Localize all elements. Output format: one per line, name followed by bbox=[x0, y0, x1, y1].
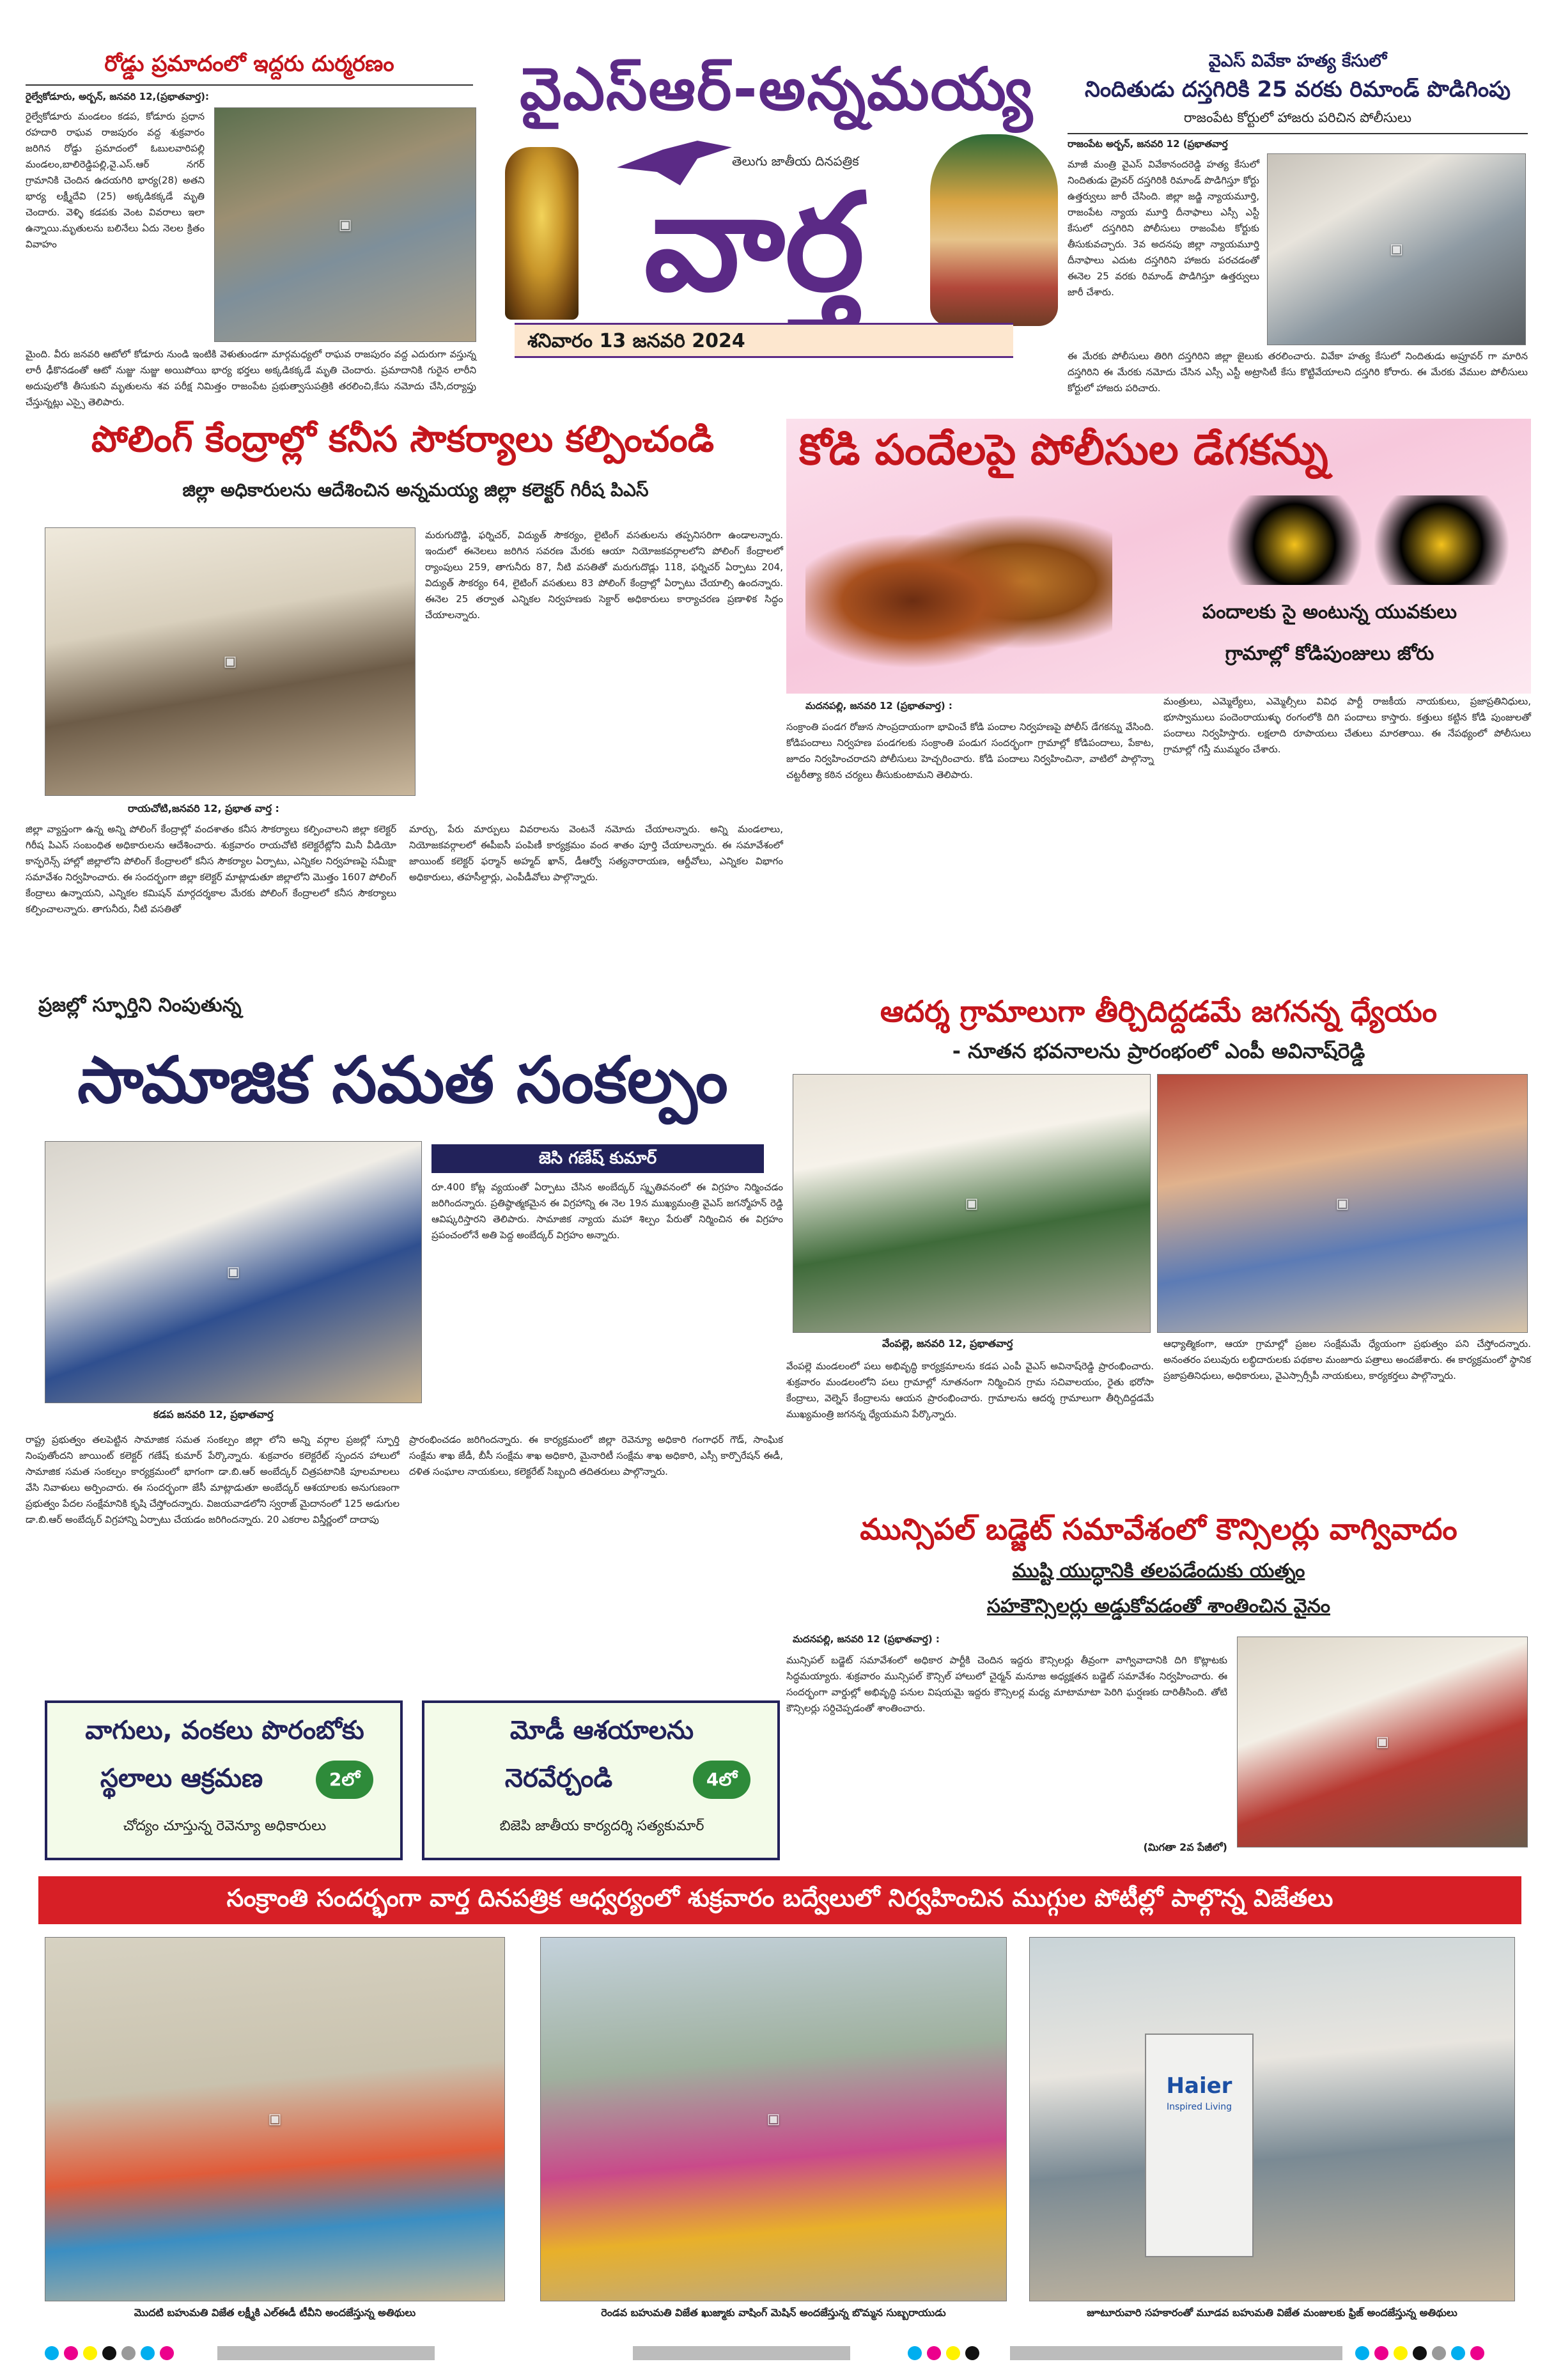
reg-dot-magenta bbox=[927, 2346, 941, 2360]
reg-dot-magenta bbox=[160, 2346, 174, 2360]
council-subhead-2: సహకౌన్సిలర్లు అడ్డుకోవడంతో శాంతించిన వైనం bbox=[986, 1595, 1331, 1617]
reg-dot-magenta bbox=[64, 2346, 78, 2360]
viveka-photo bbox=[1267, 153, 1526, 345]
viveka-dateline: రాజంపేట అర్బన్, జనవరి 12 (ప్రభాతవార్త bbox=[1068, 138, 1228, 150]
polling-subhead: జిల్లా అధికారులను ఆదేశించిన అన్నమయ్య జిల్లా కలెక్టర్ గిరీష పిఎస్ bbox=[182, 479, 649, 501]
cockfight-banner bbox=[786, 419, 1531, 694]
reg-dot-cyan bbox=[45, 2346, 59, 2360]
council-subhead-1: ముష్టి యుద్ధానికి తలపడేందుకు యత్నం bbox=[1012, 1560, 1305, 1582]
polling-caption: రాయచోటి,జనవరి 12, ప్రభాత వార్త : bbox=[128, 802, 279, 814]
muggulu-caption-3: జూటూరువారి సహకారంతో మూడవ బహుమతి విజేత మంజులకు ఫ్రిజ్ అందజేస్తున్న అతిథులు bbox=[1087, 2306, 1457, 2319]
reg-bar bbox=[633, 2346, 850, 2360]
masthead-title-big: వార్త bbox=[644, 164, 865, 321]
viveka-kicker: వైఎస్ వివేకా హత్య కేసులో bbox=[1208, 51, 1387, 71]
muggulu-banner-text: సంక్రాంతి సందర్భంగా వార్త దినపత్రిక ఆధ్వర్యంలో శుక్రవారం బద్వేలులో నిర్వహించిన ముగ్గుల పోటీల్లో పాల్గొన్న విజేతలు bbox=[226, 1884, 1333, 1912]
council-dateline: మదనపల్లి, జనవరి 12 (ప్రభాతవార్త) : bbox=[793, 1633, 940, 1645]
masthead-tagline: తెలుగు జాతీయ దినపత్రిక bbox=[732, 153, 859, 169]
story-samatha bbox=[26, 994, 786, 1678]
reg-dot-grey bbox=[121, 2346, 136, 2360]
reg-dot-grey bbox=[1432, 2346, 1446, 2360]
samatha-kicker: ప్రజల్లో స్ఫూర్తిని నింపుతున్న bbox=[38, 994, 242, 1016]
masthead-temple-icon bbox=[505, 147, 579, 320]
story-cockfight bbox=[786, 419, 1534, 981]
muggulu-photo-3 bbox=[1029, 1937, 1515, 2301]
jagan-col-left: వేంపల్లె మండలంలో పలు అభివృద్ధి కార్యక్రమాలను కడప ఎంపీ వైఎస్ అవినాష్‌రెడ్డి ప్రారంభించారు. శుక్రవారం మండలంలోని పలు గ్రామాల్లో నూతనంగా నిర్మించిన గ్రామ సచివాలయం, రైతు భరోసా కేంద్రాలు, వెల్నెస్ కేంద్రాలను ఆయన ప్రారంభించారు. గ్రామాలను ఆదర్శ గ్రామాలుగా తీర్చిదిద్దడమే ముఖ్యమంత్రి జగనన్న ధ్యేయమని పేర్కొన్నారు. bbox=[786, 1360, 1157, 1420]
masthead-date: శనివారం 13 జనవరి 2024 bbox=[527, 330, 745, 352]
muggulu-caption-1: మొదటి బహుమతి విజేత లక్ష్మీకి ఎల్‌ఈడీ టీవీని అందజేస్తున్న అతిథులు bbox=[134, 2306, 416, 2319]
fridge-tagline: Inspired Living bbox=[1166, 2102, 1232, 2112]
story-council bbox=[786, 1512, 1534, 1863]
masthead-date-bar bbox=[515, 323, 1013, 358]
cockfight-col-left: సంక్రాంతి పండగ రోజున సాంప్రదాయంగా భావించే కోడి పందాల నిర్వహణపై పోలీస్ డేగకన్ను వేసింది. కోడిపందాలు నిర్వహణ పండగలకు సంక్రాంతి పండుగ సందర్భంగా గ్రామాల్లో కోడిపందాలు, పేకాట, జూదం నిర్వహించరాదని పోలీసులు హెచ్చరించారు. కోడి పందాలు నిర్వహించినా, వాటిలో పాల్గొన్నా చట్టరీత్యా కఠిన చర్యలు తీసుకుంటామని తెలిపారు. bbox=[786, 721, 1157, 781]
reg-dot-yellow bbox=[1394, 2346, 1408, 2360]
masthead bbox=[489, 51, 1064, 358]
photo-icon: ▣ bbox=[268, 2111, 282, 2127]
reg-dot-magenta bbox=[1470, 2346, 1484, 2360]
rooster-fight-icon bbox=[805, 495, 1112, 687]
photo-icon: ▣ bbox=[1335, 1195, 1349, 1211]
promo-box-1-line2: స్థలాలు ఆక్రమణ bbox=[100, 1764, 263, 1793]
samatha-byline: జెసి గణేష్ కుమార్ bbox=[431, 1144, 764, 1173]
promo-box-2-sub: బిజెపి జాతీయ కార్యదర్శి సత్యకుమార్ bbox=[499, 1818, 704, 1834]
jagan-caption: వేంపల్లె, జనవరి 12, ప్రభాతవార్త bbox=[882, 1337, 1013, 1349]
reg-bar bbox=[1010, 2346, 1342, 2360]
promo-box-1[interactable] bbox=[45, 1700, 403, 1860]
eagle-eyes-icon bbox=[1221, 495, 1515, 585]
polling-headline: పోలింగ్ కేంద్రాల్లో కనీస సౌకర్యాలు కల్పించండి bbox=[91, 419, 715, 460]
jagan-col-right: ఆధ్యాత్మికంగా, ఆయా గ్రామాల్లో ప్రజల సంక్షేమమే ధ్యేయంగా ప్రభుత్వం పని చేస్తోందన్నారు. అనంతరం పలువురు లబ్ధిదారులకు పథకాల మంజూరు పత్రాలు అందజేశారు. ఈ కార్యక్రమంలో స్థానిక ప్రజాప్రతినిధులు, అధికారులు, వైఎస్సార్సీపీ నాయకులు, కార్యకర్తలు పాల్గొన్నారు. bbox=[1163, 1338, 1534, 1381]
fridge-brand: Haier bbox=[1166, 2073, 1232, 2099]
cockfight-col-right: మంత్రులు, ఎమ్మెల్యేలు, ఎమ్మెల్సీలు వివిధ పార్టీ రాజకీయ నాయకులు, ప్రజాప్రతినిధులు, భూస్వాములు పందెంరాయుళ్ళు రంగంలోకి దిగి పందాలు కాస్తారు. కత్తులు కట్టిన కోడి పుంజులతో పందాలు నిర్వహిస్తారు. లక్షలాది రూపాయలు చేతులు మారతాయి. ఈ నేపథ్యంలో పోలీసులు గ్రామాల్లో గస్తీ ముమ్మరం చేశారు. bbox=[1163, 696, 1534, 755]
viveka-headline: నిందితుడు దస్తగిరికి 25 వరకు రిమాండ్ పొడిగింపు bbox=[1084, 77, 1511, 102]
reg-dot-black bbox=[102, 2346, 116, 2360]
jagan-photo-1 bbox=[793, 1074, 1151, 1333]
cockfight-headline: కోడి పందేలపై పోలీసుల డేగకన్ను bbox=[799, 425, 1328, 474]
story-accident bbox=[26, 51, 479, 409]
photo-icon: ▣ bbox=[1376, 1734, 1389, 1750]
photo-icon: ▣ bbox=[226, 1264, 240, 1280]
cockfight-subhead-1: పందాలకు సై అంటున్న యువకులు bbox=[1202, 601, 1457, 623]
accident-headline: రోడ్డు ప్రమాదంలో ఇద్దరు దుర్మరణం bbox=[104, 51, 394, 77]
polling-col-right: మరుగుదొడ్డి, ఫర్నిచర్, విద్యుత్ సౌకర్యం, లైటింగ్ వసతులను తప్పనిసరిగా ఉండాలన్నారు. ఇందులో ఈనెలలు జరిగిన సవరణ మేరకు ఆయా నియోజకవర్గాలలోని పోలింగ్ కేంద్రాలలో ర్యాంపులు 259, తాగునీరు 87, నీటి వసతితో మరుగుదొడ్లు 118, ఫర్నిచర్ ఏర్పాటు 204, విద్యుత్ సౌకర్యం 64, లైటింగ్ వసతులు 83 పోలింగ్ కేంద్రాల్లో ఏర్పాటు చేయాల్సి ఉందన్నారు. ఈనెల 25 తర్వాత ఎన్నికల నిర్వహణకు సెక్టార్ అధికారులు కార్యాచరణ ప్రణాళిక సిద్ధం చేయాలన్నారు. bbox=[425, 529, 786, 621]
reg-dot-yellow bbox=[83, 2346, 97, 2360]
promo-box-2-line2: నెరవేర్చండి bbox=[504, 1764, 613, 1793]
reg-dot-magenta bbox=[1374, 2346, 1388, 2360]
polling-photo bbox=[45, 527, 416, 796]
reg-dot-yellow bbox=[946, 2346, 960, 2360]
accident-body: రైల్వేకోడూరు మండలం కడప, కోడూరు ప్రధాన రహదారి రాఘవ రాజపురం వద్ద శుక్రవారం జరిగిన రోడ్డు ప్రమాదంలో ఓబులవారిపల్లి మండలం,బాలిరెడ్డిపల్లి,వై.ఎస్.ఆర్ నగర్ గ్రామానికి చెందిన ఉదయగిరి భార్య(28) అతని భార్య లక్ష్మీదేవి (25) అక్కడికక్కడే మృతి చెందారు. వెళ్ళి కడపకు వెంట వివరాలు ఇలా ఉన్నాయి.మృతులను బలినేలు ఏదు నెలల క్రితం వివాహం bbox=[26, 111, 208, 250]
council-body: మున్సిపల్ బడ్జెట్ సమావేశంలో అధికార పార్టీకి చెందిన ఇద్దరు కౌన్సిలర్లు తీవ్రంగా వాగ్వివాదానికి దిగి కొట్లాటకు సిద్ధమయ్యారు. శుక్రవారం మున్సిపల్ కౌన్సిల్ హాలులో చైర్మన్ మనూజ అధ్యక్షతన బడ్జెట్ సమావేశం నిర్వహించారు. ఈ సందర్భంగా వార్డుల్లో అభివృద్ధి పనుల విషయమై ఇద్దరు కౌన్సిలర్ల మధ్య మాటామాటా పెరిగి ఘర్షణకు దారితీసింది. తోటి కౌన్సిలర్లు సర్దిచెప్పడంతో శాంతించారు. bbox=[786, 1654, 1231, 1714]
story-viveka bbox=[1068, 51, 1534, 409]
cockfight-dateline: మదనపల్లి, జనవరి 12 (ప్రభాతవార్త) : bbox=[805, 700, 952, 712]
reg-dot-cyan bbox=[908, 2346, 922, 2360]
muggulu-banner bbox=[38, 1876, 1521, 1924]
masthead-title-top: వైఎస్ఆర్-అన్నమయ్య bbox=[520, 55, 1034, 123]
accident-dateline: రైల్వేకోడూరు, అర్బన్, జనవరి 12,(ప్రభాతవార్త): bbox=[26, 91, 209, 102]
accident-photo bbox=[214, 107, 476, 342]
promo-box-1-line1: వాగులు, వంకలు పొరంబోకు bbox=[85, 1716, 364, 1745]
promo-box-2-page[interactable]: 4లో bbox=[693, 1761, 750, 1799]
story-polling bbox=[26, 419, 786, 988]
polling-col-mid: మార్చు, పేరు మార్పులు వివరాలను వెంటనే నమోదు చేయాలన్నారు. అన్ని మండలాలు, నియోజకవర్గాలలో ఈపీఐసీ పంపిణీ కార్యక్రమం వంద శాతం పూర్తి చేయాలన్నారు. ఈ సమావేశంలో జాయింట్ కలెక్టర్ ఫర్మాన్ అహ్మద్ ఖాన్, డీఆర్వో సత్యనారాయణ, ఆర్డీవోలు, ఎన్నికల విభాగం అధికారులు, తహసీల్దార్లు, ఎంపీడీవోలు పాల్గొన్నారు. bbox=[409, 823, 786, 883]
photo-icon: ▣ bbox=[766, 2111, 781, 2127]
promo-box-1-sub: చోద్యం చూస్తున్న రెవెన్యూ అధికారులు bbox=[123, 1818, 327, 1834]
muggulu-photo-1 bbox=[45, 1937, 505, 2301]
accident-body-wide: మైంది. వీరు జనవరి ఆటోలో కోడూరు నుండి ఇంటికి వెళుతుండగా మార్గమధ్యలో రాఘవ రాజపురం వద్ద ఎదురుగా వస్తున్న లారీ ఢీకొనడంతో ఆటో నుజ్జు నుజ్జు అయిపోయి భార్య భర్తలు అక్కడికక్కడే మృతి చెందారు. ప్రమాదానికి గురైన లారీని అదుపులోకి తీసుకుని మృతులను శవ పరీక్ష నిమిత్తం రాజంపేట ప్రభుత్వాసుపత్రికి తరలించి,కేసు నమోదు చేసి,దర్యాప్తు చేస్తున్నట్లు ఎస్సై తెలిపారు. bbox=[26, 348, 479, 408]
accident-headline-rule bbox=[26, 84, 473, 86]
promo-box-1-page[interactable]: 2లో bbox=[316, 1761, 373, 1799]
photo-icon: ▣ bbox=[965, 1195, 979, 1211]
viveka-rule bbox=[1068, 133, 1528, 134]
samatha-photo bbox=[45, 1141, 422, 1403]
jagan-subhead: - నూతన భవనాలను ప్రారంభంలో ఎంపీ అవినాష్‌రెడ్డి bbox=[952, 1039, 1365, 1063]
reg-dot-black bbox=[1413, 2346, 1427, 2360]
registration-strip bbox=[0, 2346, 1554, 2365]
promo-box-2-line1: మోడీ ఆశయాలను bbox=[509, 1716, 694, 1745]
muggulu-photo-2 bbox=[540, 1937, 1007, 2301]
samatha-caption: కడప జనవరి 12, ప్రభాతవార్త bbox=[153, 1408, 274, 1420]
viveka-body: మాజీ మంత్రి వైఎస్ వివేకానందరెడ్డి హత్య కేసులో నిందితుడు డ్రైవర్ దస్తగిరికి రిమాండ్ పొడిగిస్తూ కోర్టు ఉత్తర్వులు జారీ చేసింది. జిల్లా జడ్జి న్యాయమూర్తి, రాజంపేట న్యాయ మూర్తి దీనాఫాలు ఎస్సీ ఎస్టీ కేసులో దస్తగిరిని పోలీసులు రాజంపేట కోర్టుకు తీసుకువచ్చారు. 3వ అదనపు జిల్లా న్యాయమూర్తి దీనాఫాలు ఎదుట దస్తగిరిని హాజరు పరచడంతో ఈనెల 25 వరకు రిమాండ్ పొడిగిస్తూ ఉత్తర్వులు జారీ చేశారు. bbox=[1068, 159, 1263, 298]
muggulu-caption-2: రెండవ బహుమతి విజేత ఖుజ్మాకు వాషింగ్ మెషిన్ అందజేస్తున్న బొమ్మన సుబ్బరాయుడు bbox=[601, 2306, 946, 2319]
reg-dot-cyan bbox=[1355, 2346, 1369, 2360]
samatha-headline: సామాజిక సమత సంకల్పం bbox=[77, 1043, 728, 1117]
viveka-subhead: రాజంపేట కోర్టులో హాజరు పరిచిన పోలీసులు bbox=[1183, 110, 1412, 125]
reg-dot-black bbox=[965, 2346, 979, 2360]
masthead-annamayya-figure-icon bbox=[930, 134, 1058, 326]
reg-bar bbox=[217, 2346, 435, 2360]
council-headline: మున్సిపల్ బడ్జెట్ సమావేశంలో కౌన్సిలర్లు వాగ్వివాదం bbox=[860, 1512, 1457, 1546]
council-photo bbox=[1237, 1637, 1528, 1847]
cockfight-subhead-2: గ్రామాల్లో కోడిపుంజులు జోరు bbox=[1225, 642, 1434, 665]
photo-icon: ▣ bbox=[223, 653, 237, 670]
viveka-body-wide: ఈ మేరకు పోలీసులు తిరిగి దస్తగిరిని జిల్లా జైలుకు తరలించారు. వివేకా హత్య కేసులో నిందితుడు అప్రూవర్ గా మారిన దస్తగిరిని ఈ మేరకు నమోదు చేసిన ఎస్సీ ఎస్టీ అట్రాసిటీ కేసు కొట్టివేయాలని దస్తగిరి కోరారు. ఈ మేరకు వేముల పోలీసులు కోర్టులో హాజరు పరిచారు. bbox=[1068, 350, 1531, 394]
photo-icon: ▣ bbox=[338, 217, 352, 233]
council-jump[interactable]: (మిగతా 2వ పేజీలో) bbox=[1143, 1841, 1227, 1853]
samatha-col-right: రూ.400 కోట్ల వ్యయంతో ఏర్పాటు చేసిన అంబేద్కర్ స్మృతివనంలో ఈ విగ్రహం నిర్మించడం జరిగిందన్నారు. ప్రతిష్ఠాత్మకమైన ఈ విగ్రహాన్ని ఈ నెల 19న ముఖ్యమంత్రి వైఎస్ జగన్మోహన్ రెడ్డి ఆవిష్కరిస్తారని తెలిపారు. సామాజిక న్యాయ మహా శిల్పం పేరుతో నిర్మించిన ఈ విగ్రహం ప్రపంచంలోనే అతి పెద్ద అంబేద్కర్ విగ్రహం అన్నారు. bbox=[431, 1181, 786, 1241]
polling-body: జిల్లా వ్యాప్తంగా ఉన్న అన్ని పోలింగ్ కేంద్రాల్లో వందశాతం కనీస సౌకర్యాలు కల్పించాలని జిల్లా కలెక్టర్ గిరీష పిఎస్ సంబంధిత అధికారులను ఆదేశించారు. శుక్రవారం రాయచోటి కలెక్టరేట్లోని మినీ వీడియో కాన్ఫరెన్స్ హాల్లో జిల్లాలోని పోలింగ్ కేంద్రాలలో కనీస సౌకర్యాల ఏర్పాటు, ఎన్నికల నిర్వహణపై సమీక్షా సమావేశం నిర్వహించారు. ఈ సందర్భంగా జిల్లా కలెక్టర్ మాట్లాడుతూ జిల్లాలోని మొత్తం 1607 పోలింగ్ కేంద్రాలు ఉన్నాయని, ఎన్నికల కమిషన్ మార్గదర్శకాల మేరకు పోలింగ్ కేంద్రాలలో కనీస సౌకర్యాలు కల్పించాలన్నారు. తాగునీరు, నీటి వసతితో bbox=[26, 823, 400, 915]
reg-dot-cyan bbox=[141, 2346, 155, 2360]
fridge-box bbox=[1145, 2034, 1254, 2257]
samatha-body: రాష్ట్ర ప్రభుత్వం తలపెట్టిన సామాజిక సమత సంకల్పం జిల్లా లోని అన్ని వర్గాల ప్రజల్లో స్ఫూర్తి నింపుతోందని జాయింట్ కలెక్టర్ గణేష్ కుమార్ పేర్కొన్నారు. శుక్రవారం కలెక్టరేట్ స్పందన హాలులో సామాజిక సమత సంకల్పం కార్యక్రమంలో భాగంగా డా.బి.ఆర్ అంబేద్కర్ చిత్రపటానికి పూలమాలలు వేసి నివాళులు అర్పించారు. ఈ సందర్భంగా జేసీ మాట్లాడుతూ అంబేద్కర్ ఆశయాలకు అనుగుణంగా ప్రభుత్వం పేదల సంక్షేమానికి కృషి చేస్తోందన్నారు. విజయవాడలోని స్వరాజ్ మైదానంలో 125 అడుగుల డా.బి.ఆర్ అంబేద్కర్ విగ్రహాన్ని ఏర్పాటు చేయడం జరిగిందన్నారు. 20 ఎకరాల విస్తీర్ణంలో దాదాపు bbox=[26, 1434, 403, 1525]
story-jagan bbox=[786, 994, 1534, 1505]
promo-box-2[interactable] bbox=[422, 1700, 780, 1860]
reg-dot-cyan bbox=[1451, 2346, 1465, 2360]
jagan-headline: ఆదర్శ గ్రామాలుగా తీర్చిదిద్దడమే జగనన్న ధ్యేయం bbox=[880, 994, 1438, 1029]
jagan-photo-2 bbox=[1157, 1074, 1528, 1333]
photo-icon: ▣ bbox=[1390, 241, 1403, 258]
samatha-col-mid: ప్రారంభించడం జరిగిందన్నారు. ఈ కార్యక్రమంలో జిల్లా రెవెన్యూ అధికారి గంగాధర్ గౌడ్, సాంఘిక సంక్షేమ శాఖ జేడీ, బీసీ సంక్షేమ శాఖ అధికారి, మైనారిటీ సంక్షేమ శాఖ అధికారి, ఎస్సీ కార్పొరేషన్ ఈడీ, దళిత సంఘాల నాయకులు, కలెక్టరేట్ సిబ్బంది తదితరులు పాల్గొన్నారు. bbox=[409, 1434, 786, 1477]
